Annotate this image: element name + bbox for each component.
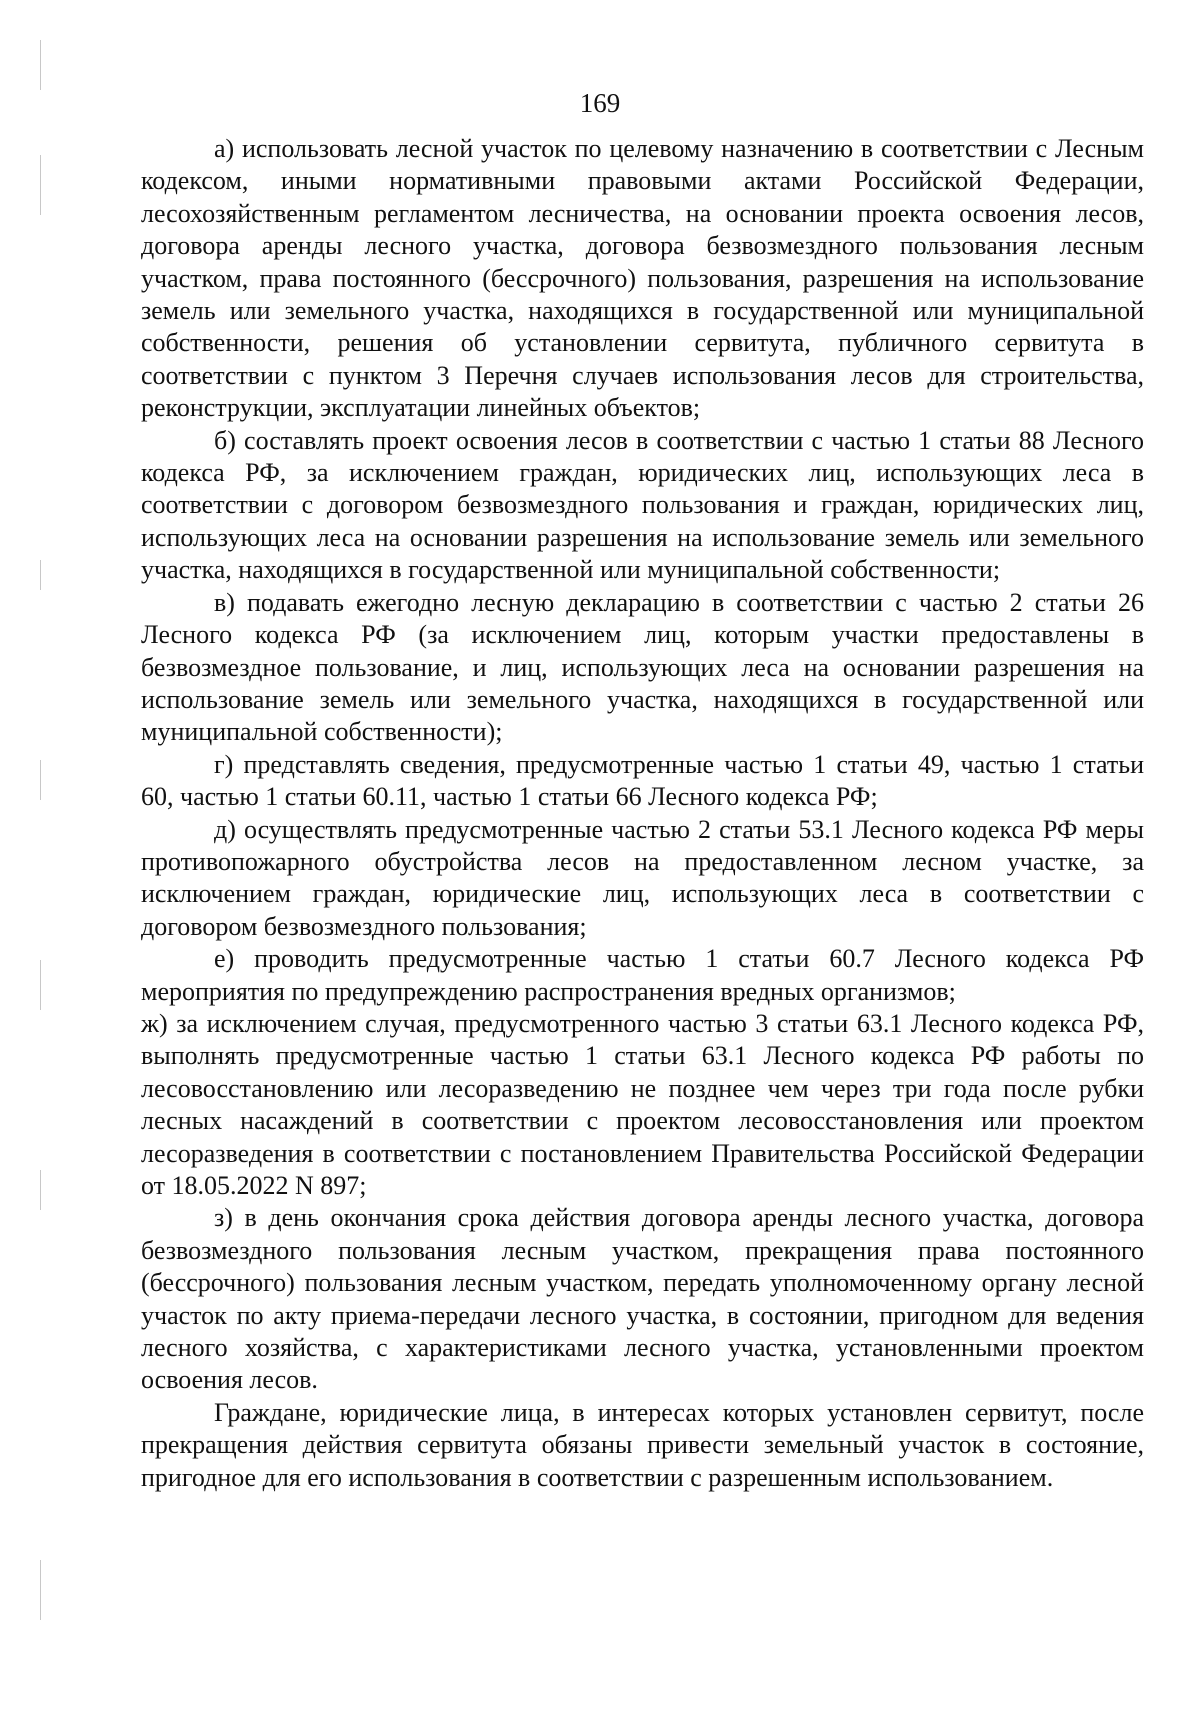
paragraph-item-zh: ж) за исключением случая, предусмотренного частью 3 статьи 63.1 Лесного кодекса РФ, выполнять предусмотренные частью 1 статьи 63.1 Лесного кодекса РФ работы по лесовосстановлению или лесоразведению не позднее чем через три года после рубки лесных насаждений в соответствии с проектом лесовосстановления или проектом лесоразведения в соответствии с постановлением Правительства Российской Федерации от 18.05.2022 N 897; [141,1008,1144,1200]
paragraph-servitude: Граждане, юридические лица, в интересах которых установлен сервитут, после прекращения действия сервитута обязаны привести земельный участок в состояние, пригодное для его использования в соответствии с разрешенным использованием. [141,1397,1144,1492]
scan-edge-mark [40,760,41,800]
page-number: 169 [579,88,621,118]
paragraph-item-g: г) представлять сведения, предусмотренные частью 1 статьи 49, частью 1 статьи 60, частью 1 статьи 60.11, частью 1 статьи 66 Лесного кодекса РФ; [141,749,1144,812]
paragraph-item-d: д) осуществлять предусмотренные частью 2 статьи 53.1 Лесного кодекса РФ меры противопожарного обустройства лесов на предоставленном лесном участке, за исключением граждан, юридические лиц, использующих леса в соответствии с договором безвозмездного пользования; [141,814,1144,941]
scan-edge-mark [40,40,41,90]
document-body [141,133,1144,1494]
paragraph-item-z: з) в день окончания срока действия договора аренды лесного участка, договора безвозмездного пользования лесным участком, прекращения права постоянного (бессрочного) пользования лесным участком, передать уполномоченному органу лесной участок по акту приема-передачи лесного участка, в состоянии, пригодном для ведения лесного хозяйства, с характеристиками лесного участка, установленными проектом освоения лесов. [141,1203,1144,1395]
scan-edge-mark [40,560,41,590]
paragraph-item-e: е) проводить предусмотренные частью 1 статьи 60.7 Лесного кодекса РФ мероприятия по предупреждению распространения вредных организмов; [141,944,1144,1006]
paragraph-item-a: а) использовать лесной участок по целевому назначению в соответствии с Лесным кодексом, иными нормативными правовыми актами Российской Федерации, лесохозяйственным регламентом лесничества, на основании проекта освоения лесов, договора аренды лесного участка, договора безвозмездного пользования лесным участком, права постоянного (бессрочного) пользования, разрешения на использование земель или земельного участка, находящихся в государственной или муниципальной собственности, решения об установлении сервитута, публичного сервитута в соответствии с пунктом 3 Перечня случаев использования лесов для строительства, реконструкции, эксплуатации линейных объектов; [141,134,1144,423]
scan-edge-mark [40,1170,41,1210]
scan-edge-mark [40,1560,41,1620]
scan-edge-mark [40,960,41,1010]
paragraph-item-v: в) подавать ежегодно лесную декларацию в соответствии с частью 2 статьи 26 Лесного кодекса РФ (за исключением лиц, которым участки предоставлены в безвозмездное пользование, и лиц, использующих леса на основании разрешения на использование земель или земельного участка, находящихся в государственной или муниципальной собственности); [141,587,1144,747]
paragraph-item-b: б) составлять проект освоения лесов в соответствии с частью 1 статьи 88 Лесного кодекса РФ, за исключением граждан, юридических лиц, использующих леса в соответствии с договором безвозмездного пользования и граждан, юридических лиц, использующих леса на основании разрешения на использование земель или земельного участка, находящихся в государственной или муниципальной собственности; [141,425,1144,585]
scan-edge-mark [40,155,41,215]
